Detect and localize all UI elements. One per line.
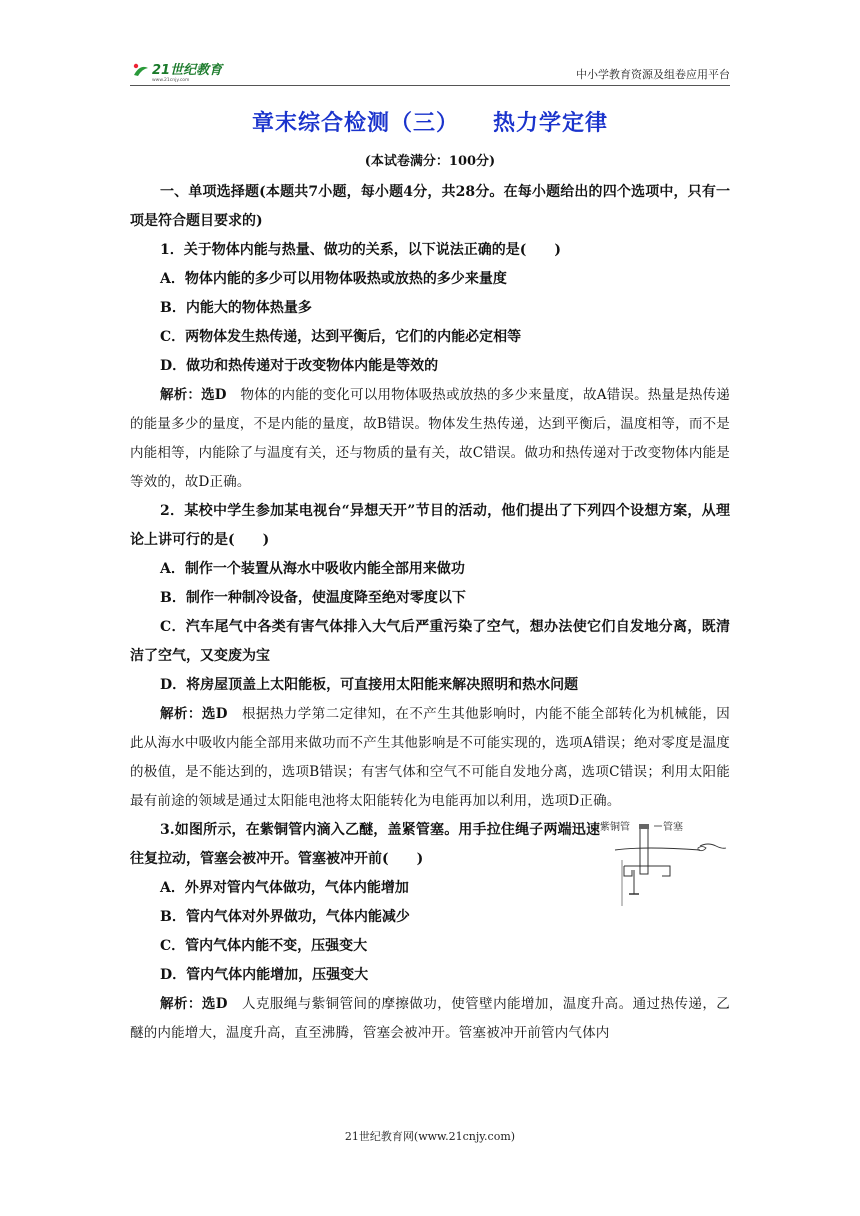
q2-option-c: C．汽车尾气中各类有害气体排入大气后严重污染了空气，想办法使它们自发地分离，既清洁了空气，又变废为宝 — [130, 619, 730, 664]
page-footer: 21世纪教育网(www.21cnjy.com) — [344, 1130, 516, 1143]
q3-option-a: A．外界对管内气体做功，气体内能增加 — [160, 880, 409, 896]
logo-sub: www.21cnjy.com — [152, 78, 190, 82]
q1-option-c: C．两物体发生热传递，达到平衡后，它们的内能必定相等 — [160, 329, 522, 345]
exam-body — [130, 178, 730, 1048]
q3-stem: 3.如图所示，在紫铜管内滴入乙醚，盖紧管塞。用手拉住绳子两端迅速往复拉动，管塞会被冲开。管塞被冲开前( ) — [130, 822, 600, 867]
q2-analysis: 解析：选D 根据热力学第二定律知，在不产生其他影响时，内能不能全部转化为机械能，因此从海水中吸收内能全部用来做功而不产生其他影响是不可能实现的，选项A错误；绝对零度是温度的极值，是不能达到的，选项B错误；有害气体和空气不可能自发地分离，选项C错误；利用太阳能最有前途的领域是通过太阳能电池将太阳能转化为电能再加以利用，选项D正确。 — [130, 706, 731, 809]
q1-option-a: A．物体内能的多少可以用物体吸热或放热的多少来量度 — [160, 271, 507, 287]
platform-name: 中小学教育资源及组卷应用平台 — [576, 68, 730, 81]
copper-tube-figure — [600, 816, 730, 911]
q2-option-a: A．制作一个装置从海水中吸收内能全部用来做功 — [160, 561, 465, 577]
label-copper-tube: 紫铜管 — [600, 822, 630, 833]
q3-analysis: 解析：选D 人克服绳与紫铜管间的摩擦做功，使管壁内能增加，温度升高。通过热传递，乙醚的内能增大，温度升高，直至沸腾，管塞会被冲开。管塞被冲开前管内气体内 — [130, 996, 731, 1041]
section-heading: 一、单项选择题(本题共7小题，每小题4分，共28分。在每小题给出的四个选项中，只有一项是符合题目要求的) — [130, 184, 730, 229]
title-main: 章末综合检测（三） — [251, 111, 459, 136]
q1-option-b: B．内能大的物体热量多 — [160, 300, 312, 316]
score-note: (本试卷满分：100分) — [364, 154, 496, 169]
title-topic: 热力学定律 — [493, 111, 609, 136]
q3-option-b: B．管内气体对外界做功，气体内能减少 — [160, 909, 410, 925]
page-title — [0, 106, 860, 137]
q1-stem: 1．关于物体内能与热量、做功的关系，以下说法正确的是( ) — [160, 242, 561, 258]
q3-option-d: D．管内气体内能增加，压强变大 — [160, 967, 369, 983]
label-stopper: 管塞 — [663, 822, 683, 833]
site-logo — [130, 60, 226, 82]
page-header — [130, 58, 730, 88]
q1-option-d: D．做功和热传递对于改变物体内能是等效的 — [160, 358, 439, 374]
q3-block — [130, 816, 730, 874]
header-divider — [130, 85, 730, 86]
q2-option-d: D．将房屋顶盖上太阳能板，可直接用太阳能来解决照明和热水问题 — [160, 677, 579, 693]
q2-stem: 2．某校中学生参加某电视台“异想天开”节目的活动，他们提出了下列四个设想方案，从理论上讲可行的是( ) — [130, 503, 730, 548]
q1-analysis: 解析：选D 物体的内能的变化可以用物体吸热或放热的多少来量度，故A错误。热量是热传递的能量多少的量度，不是内能的量度，故B错误。物体发生热传递，达到平衡后，温度相等，而不是内能相等，内能除了与温度有关，还与物质的量有关，故C错误。做功和热传递对于改变物体内能是等效的，故D正确。 — [130, 387, 731, 490]
q3-option-c: C．管内气体内能不变，压强变大 — [160, 938, 368, 954]
logo-text: 21世纪教育 — [152, 63, 223, 78]
q2-option-b: B．制作一种制冷设备，使温度降至绝对零度以下 — [160, 590, 466, 606]
